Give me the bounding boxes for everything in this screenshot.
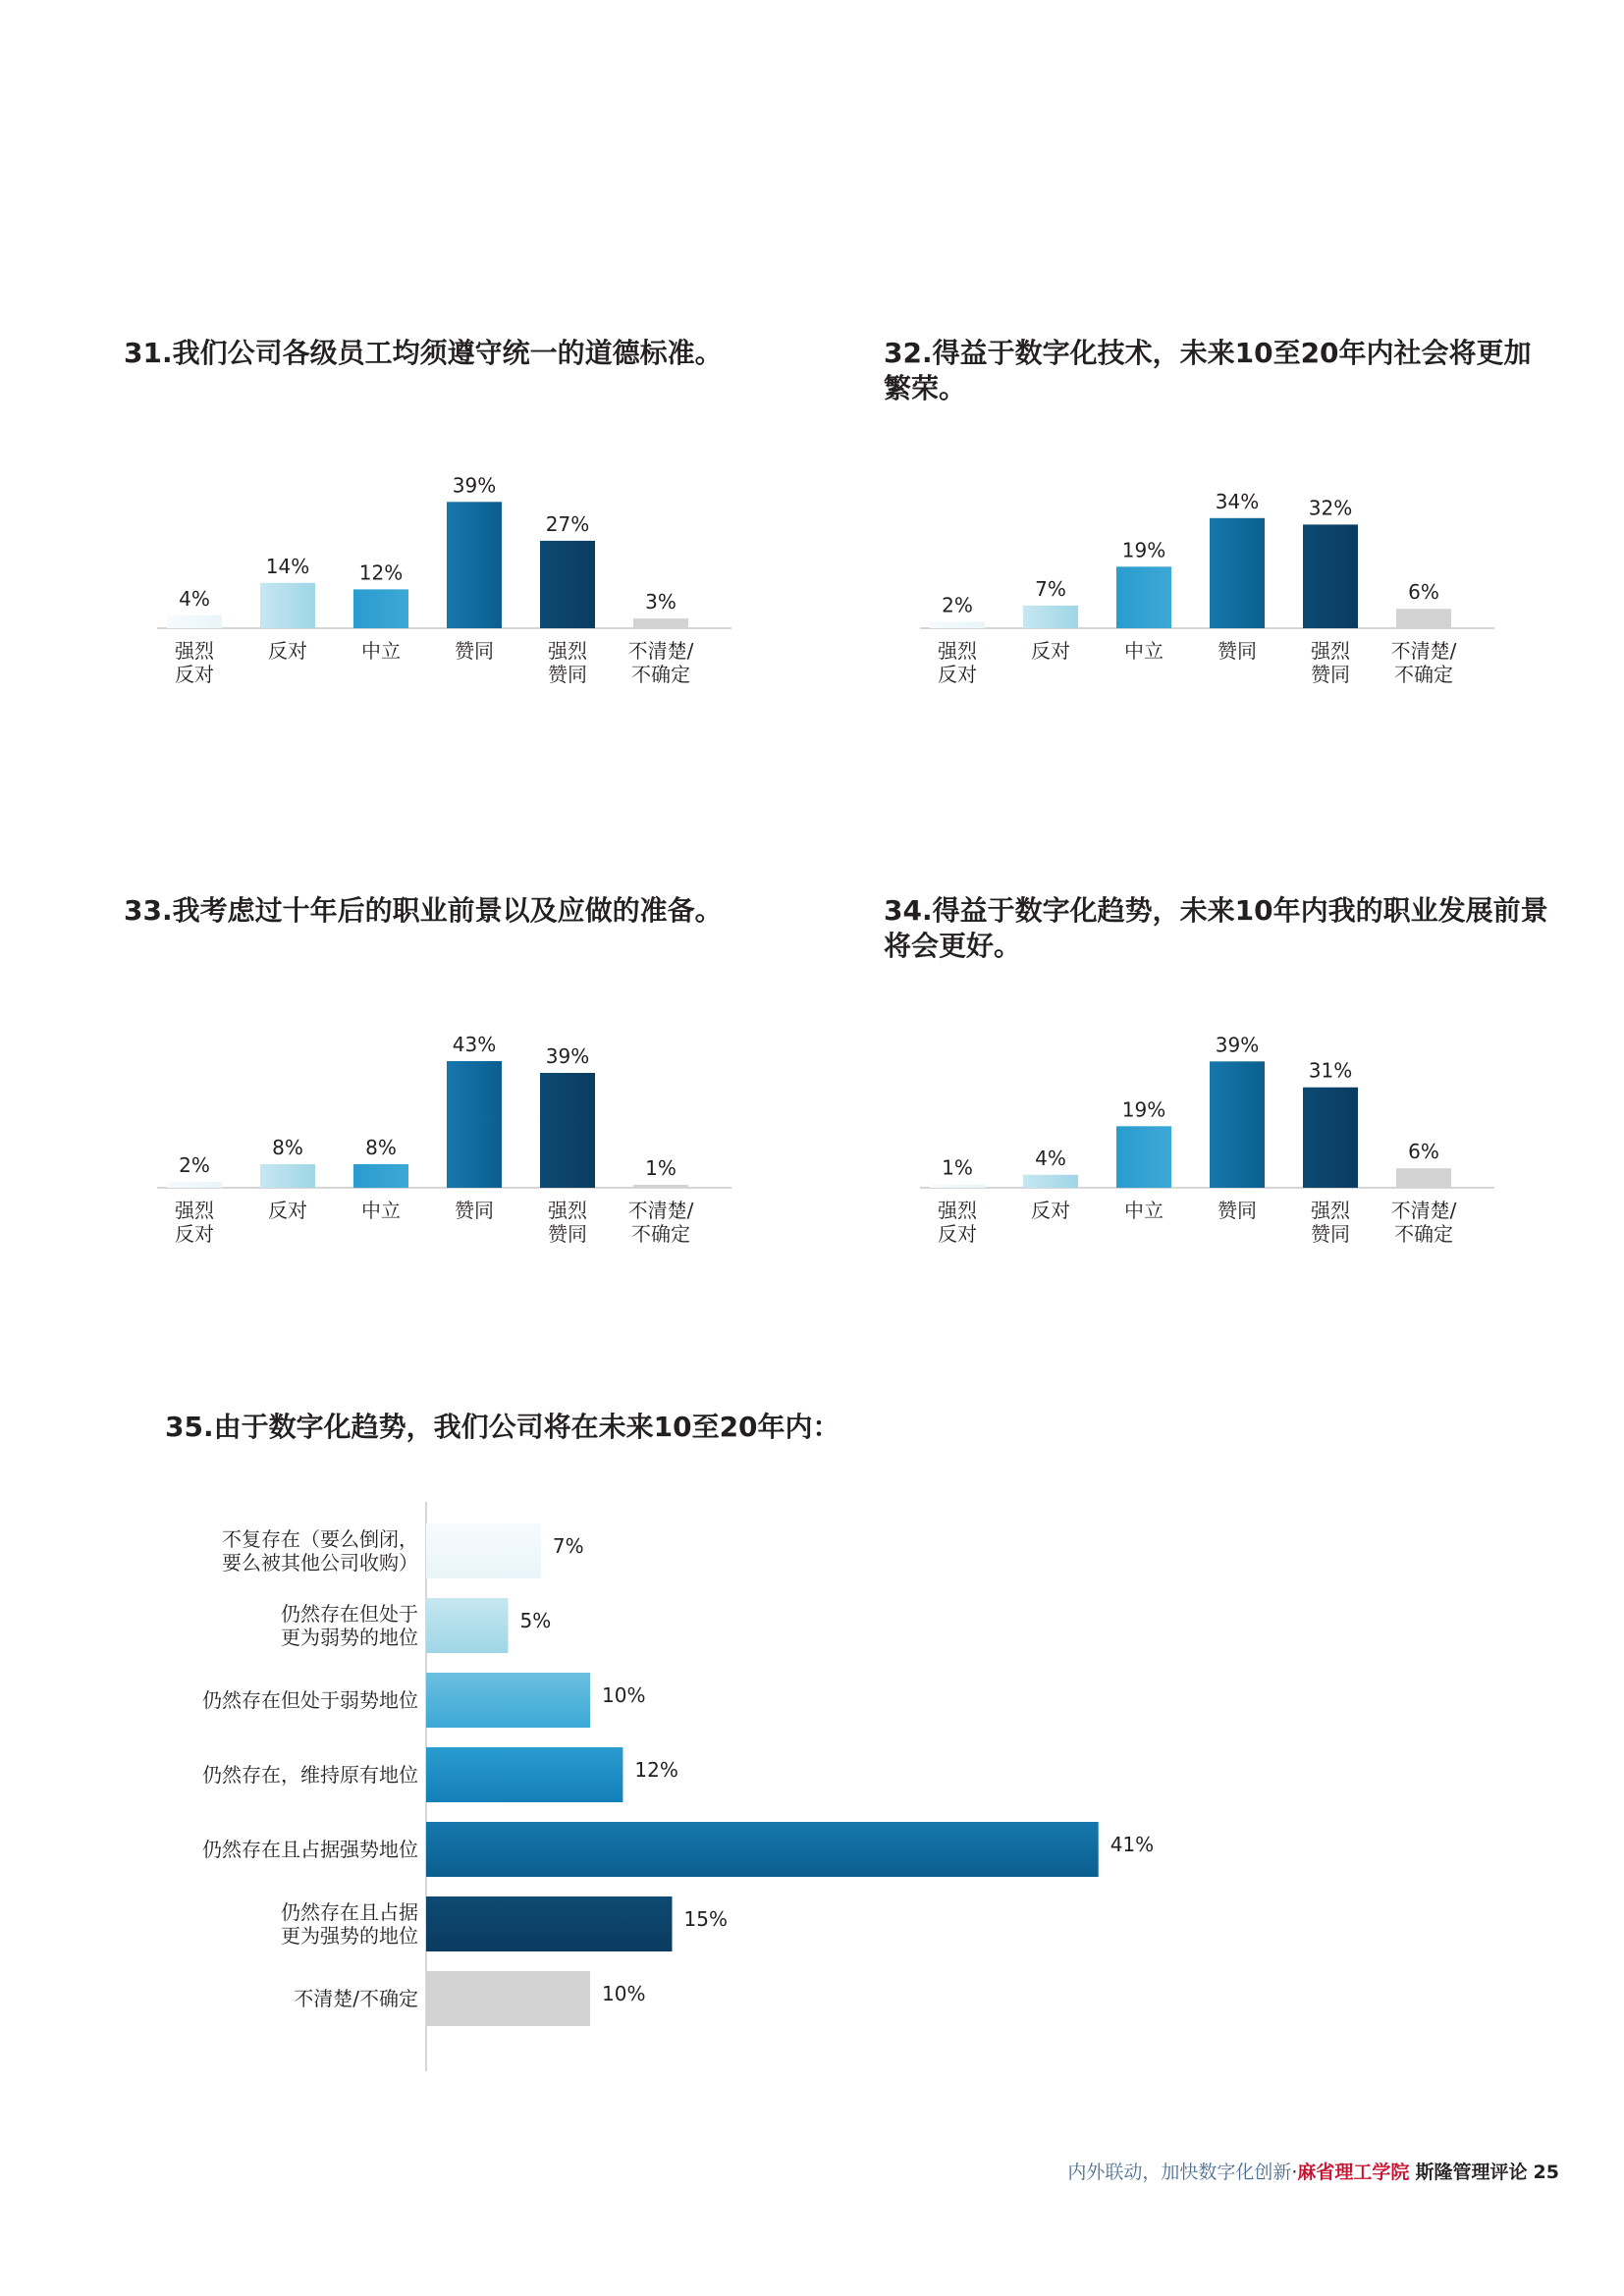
category-label: 反对: [938, 1222, 977, 1246]
value-label: 15%: [683, 1907, 728, 1931]
category-label: 不清楚/: [627, 1199, 694, 1222]
category-label: 要么被其他公司收购）: [222, 1551, 418, 1575]
value-label: 12%: [634, 1758, 678, 1782]
footer-page-number: 25: [1533, 2162, 1559, 2183]
bar: [1023, 606, 1078, 628]
value-label: 7%: [1035, 576, 1066, 601]
bar: [447, 502, 502, 628]
footer-publisher-smr: 斯隆管理评论: [1415, 2162, 1528, 2183]
category-label: 强烈: [938, 1199, 977, 1222]
bar: [353, 1164, 408, 1188]
category-label: 赞同: [455, 1199, 494, 1222]
bar: [1116, 1126, 1171, 1188]
value-label: 1%: [942, 1155, 973, 1180]
category-label: 赞同: [1218, 1199, 1257, 1222]
bar: [426, 1747, 623, 1802]
bar: [167, 615, 222, 628]
value-label: 10%: [602, 1982, 646, 2005]
bar: [426, 1896, 673, 1951]
category-label: 反对: [1031, 639, 1070, 663]
bar: [1303, 1088, 1358, 1188]
bar: [930, 621, 985, 628]
bar: [426, 1673, 590, 1728]
category-label: 不确定: [631, 663, 690, 686]
value-label: 4%: [1035, 1146, 1066, 1170]
category-label: 赞同: [1218, 639, 1257, 663]
category-label: 不确定: [1394, 663, 1453, 686]
value-label: 2%: [942, 593, 973, 617]
bar: [1210, 1061, 1265, 1188]
category-label: 反对: [268, 639, 307, 663]
category-label: 仍然存在，维持原有地位: [202, 1763, 418, 1787]
value-label: 39%: [452, 473, 497, 498]
bar: [353, 589, 408, 628]
category-label: 赞同: [548, 663, 587, 686]
bar: [633, 618, 688, 628]
category-label: 不清楚/: [1390, 1199, 1457, 1222]
value-label: 2%: [179, 1153, 210, 1177]
footer-publisher-mit: 麻省理工学院: [1297, 2162, 1410, 2183]
category-label: 反对: [1031, 1199, 1070, 1222]
value-label: 39%: [545, 1044, 590, 1068]
bar: [447, 1061, 502, 1188]
value-label: 14%: [265, 554, 310, 578]
value-label: 19%: [1121, 1097, 1166, 1122]
q35-chart: [147, 1502, 1227, 2081]
footer-report-title: 内外联动，加快数字化创新: [1067, 2162, 1292, 2183]
category-label: 中立: [1124, 639, 1164, 663]
bar: [1396, 609, 1451, 628]
category-label: 强烈: [175, 639, 214, 663]
category-label: 不确定: [631, 1222, 690, 1246]
value-label: 31%: [1308, 1058, 1353, 1083]
category-label: 不清楚/不确定: [294, 1987, 418, 2010]
category-label: 赞同: [1311, 1222, 1350, 1246]
category-label: 赞同: [1311, 663, 1350, 686]
bar: [426, 1822, 1099, 1877]
category-label: 中立: [361, 639, 401, 663]
category-label: 不清楚/: [627, 639, 694, 663]
bar: [540, 1073, 595, 1188]
category-label: 仍然存在但处于: [281, 1602, 418, 1626]
category-label: 仍然存在且占据强势地位: [202, 1838, 418, 1861]
value-label: 10%: [602, 1683, 646, 1707]
category-label: 强烈: [548, 639, 587, 663]
value-label: 8%: [272, 1136, 303, 1159]
q32-chart: [920, 461, 1509, 707]
value-label: 12%: [358, 561, 404, 585]
value-label: 43%: [452, 1033, 497, 1056]
category-label: 更为弱势的地位: [281, 1626, 418, 1649]
category-label: 强烈: [175, 1199, 214, 1222]
bar: [260, 583, 315, 628]
value-label: 6%: [1408, 580, 1439, 605]
bar: [426, 1971, 590, 2026]
value-label: 39%: [1215, 1033, 1260, 1057]
q31-chart: [157, 461, 746, 707]
value-label: 5%: [519, 1609, 552, 1632]
bar: [633, 1185, 688, 1188]
q33-title: 33.我考虑过十年后的职业前景以及应做的准备。: [124, 894, 723, 927]
value-label: 27%: [545, 511, 590, 536]
category-label: 反对: [175, 663, 214, 686]
category-label: 强烈: [938, 639, 977, 663]
page-footer: [1067, 2158, 1559, 2184]
category-label: 仍然存在且占据: [281, 1900, 418, 1924]
value-label: 32%: [1308, 496, 1353, 520]
category-label: 更为强势的地位: [281, 1924, 418, 1948]
category-label: 反对: [938, 663, 977, 686]
q31-title: 31.我们公司各级员工均须遵守统一的道德标准。: [124, 337, 723, 369]
category-label: 不清楚/: [1390, 639, 1457, 663]
category-label: 不确定: [1394, 1222, 1453, 1246]
bar: [1396, 1168, 1451, 1188]
bar: [426, 1598, 509, 1653]
q35-title: 35.由于数字化趋势，我们公司将在未来10至20年内：: [165, 1411, 840, 1443]
category-label: 中立: [1124, 1199, 1164, 1222]
q34-title: 34.得益于数字化趋势，未来10年内我的职业发展前景将会更好。: [884, 894, 1548, 962]
bar: [1210, 518, 1265, 628]
category-label: 赞同: [455, 639, 494, 663]
category-label: 中立: [361, 1199, 401, 1222]
q32-title: 32.得益于数字化技术，未来10至20年内社会将更加繁荣。: [884, 337, 1532, 404]
value-label: 34%: [1215, 489, 1260, 513]
value-label: 19%: [1121, 538, 1166, 562]
value-label: 8%: [365, 1136, 397, 1159]
value-label: 1%: [645, 1156, 677, 1180]
bar: [426, 1523, 541, 1578]
value-label: 3%: [645, 590, 677, 614]
q34-chart: [920, 1011, 1509, 1266]
bar: [167, 1182, 222, 1188]
bar: [540, 541, 595, 628]
category-label: 不复存在（要么倒闭，: [222, 1527, 418, 1551]
bar: [1303, 524, 1358, 628]
footer-separator: ·: [1291, 2162, 1298, 2183]
q33-chart: [157, 1011, 746, 1266]
category-label: 强烈: [1311, 639, 1350, 663]
value-label: 7%: [552, 1534, 584, 1558]
category-label: 强烈: [548, 1199, 587, 1222]
bar: [260, 1164, 315, 1188]
category-label: 强烈: [1311, 1199, 1350, 1222]
category-label: 赞同: [548, 1222, 587, 1246]
value-label: 41%: [1110, 1833, 1155, 1856]
value-label: 6%: [1408, 1140, 1439, 1164]
category-label: 反对: [175, 1222, 214, 1246]
bar: [930, 1185, 985, 1188]
category-label: 仍然存在但处于弱势地位: [202, 1688, 418, 1712]
category-label: 反对: [268, 1199, 307, 1222]
value-label: 4%: [179, 586, 210, 611]
bar: [1023, 1175, 1078, 1188]
bar: [1116, 566, 1171, 628]
